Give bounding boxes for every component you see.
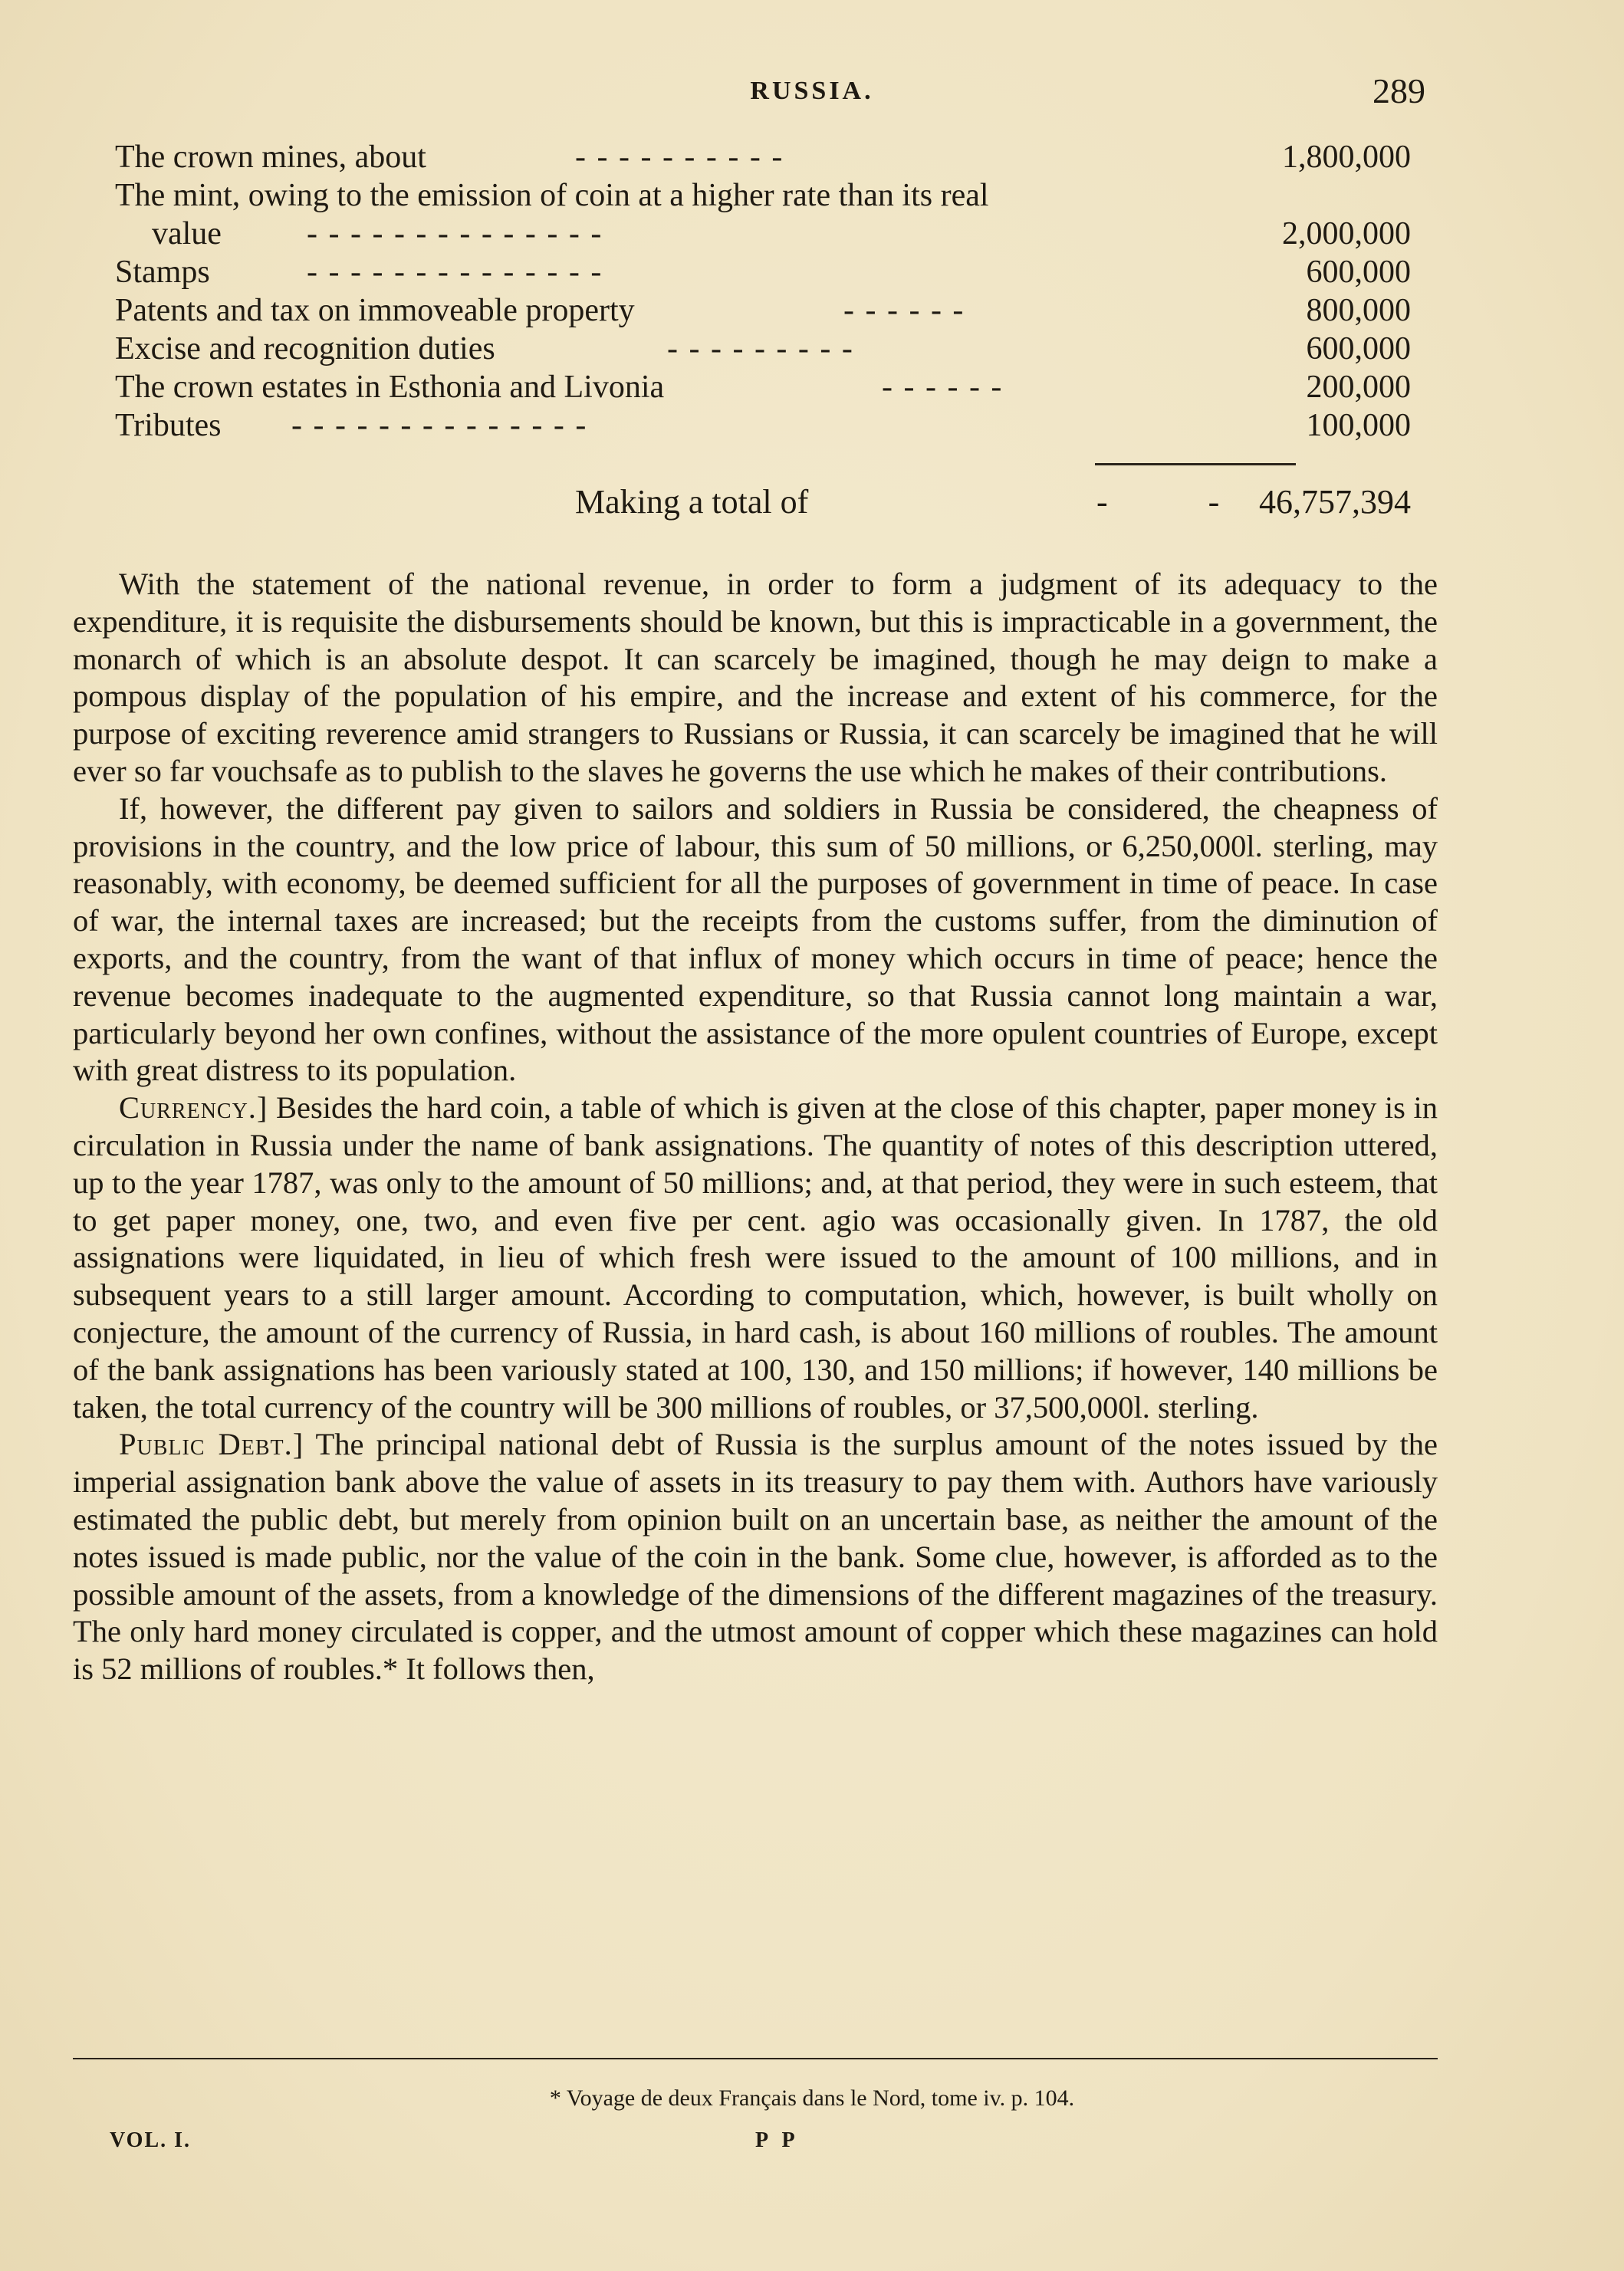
leader-dashes: - - - - - - - - - - <box>575 140 784 175</box>
table-row <box>115 253 1411 291</box>
leader-dashes: - - - - - - <box>843 293 965 328</box>
running-head: RUSSIA. <box>750 77 874 105</box>
table-row <box>115 330 1411 368</box>
paragraph <box>73 1426 1438 1688</box>
signature-mark: P P <box>755 2128 800 2152</box>
leader-dashes: - - - - - - <box>882 370 1004 405</box>
section-heading-currency: Currency.] <box>119 1090 268 1126</box>
table-row <box>115 215 1411 253</box>
table-row <box>115 138 1411 176</box>
row-amount: 1,800,000 <box>1282 140 1411 175</box>
paragraph <box>73 1089 1438 1426</box>
paragraph-text: Besides the hard coin, a table of which is given at the close of this chapter, paper money is in circulation in Russia under the name of bank assignations. The quantity of notes of this description uttered, up to the year 1787, was only to the amount of 50 millions; and, at that period, they were in such esteem, that to get paper money, one, two, and even five per cent. agio was occasionally given. In 1787, the old assignations were liquidated, in lieu of which fresh were issued to the amount of 100 millions, and in subsequent years to a still larger amount. According to computation, which, however, is built wholly on conjecture, the amount of the currency of Russia, in hard cash, is about 160 millions of roubles. The amount of the bank assignations has been variously stated at 100, 130, and 150 millions; if however, 140 millions be taken, the total currency of the country will be 300 millions of roubles, or 37,500,000l. sterling. <box>73 1090 1438 1425</box>
table-row <box>115 406 1411 445</box>
row-label: The crown mines, about <box>115 140 426 175</box>
volume-signature: VOL. I. <box>110 2128 192 2152</box>
total-row <box>115 475 1411 529</box>
row-label: The mint, owing to the emission of coin at a higher rate than its real <box>115 178 989 213</box>
table-row <box>115 291 1411 330</box>
revenue-table <box>115 138 1411 445</box>
leader-dashes: - - - - - - - - - - - - - - <box>307 255 603 290</box>
row-amount: 100,000 <box>1306 408 1411 443</box>
footnote-rule <box>73 2058 1438 2059</box>
footnote: * Voyage de deux Français dans le Nord, tome iv. p. 104. <box>549 2085 1075 2111</box>
leader-dashes: - - <box>1096 483 1266 521</box>
leader-dashes: - - - - - - - - - - - - - - <box>307 216 603 251</box>
leader-dashes: - - - - - - - - - - - - - - <box>291 408 588 443</box>
row-label: value <box>152 216 222 251</box>
table-row <box>115 176 1411 215</box>
row-amount: 2,000,000 <box>1282 216 1411 251</box>
page-number: 289 <box>1373 71 1425 110</box>
total-amount: 46,757,394 <box>1259 483 1411 521</box>
row-label: The crown estates in Esthonia and Livonia <box>115 370 665 405</box>
row-amount: 600,000 <box>1306 255 1411 290</box>
row-label: Patents and tax on immoveable property <box>115 293 635 328</box>
paragraph: If, however, the different pay given to sailors and soldiers in Russia be considered, the cheapness of provisions in the country, and the low price of labour, this sum of 50 millions, or 6,250,000l. sterling, may reasonably, with economy, be deemed sufficient for all the purposes of government in time of peace. In case of war, the internal taxes are increased; but the receipts from the customs suffer, from the diminution of exports, and the country, from the want of that influx of money which occurs in time of peace; hence the revenue becomes inadequate to the augmented expenditure, so that Russia cannot long maintain a war, particularly beyond her own confines, without the assistance of the more opulent countries of Europe, except with great distress to its population. <box>73 790 1438 1088</box>
section-heading-public-debt: Public Debt.] <box>119 1427 304 1462</box>
total-label: Making a total of <box>575 483 809 521</box>
row-label: Excise and recognition duties <box>115 331 495 366</box>
paragraph: With the statement of the national revenue, in order to form a judgment of its adequacy to the expenditure, it is requisite the disbursements should be known, but this is impracticable in a government, the monarch of which is an absolute despot. It can scarcely be imagined, though he may deign to make a pompous display of the population of his empire, and the increase and extent of his commerce, for the purpose of exciting reverence amid strangers to Russians or Russia, it can scarcely be imagined that he will ever so far vouchsafe as to publish to the slaves he governs the use which he makes of their contributions. <box>73 567 1438 788</box>
row-label: Tributes <box>115 408 222 443</box>
row-label: Stamps <box>115 255 210 290</box>
row-amount: 800,000 <box>1306 293 1411 328</box>
sum-rule <box>1095 463 1296 465</box>
paragraph-text: The principal national debt of Russia is the surplus amount of the notes issued by the imperial assignation bank above the value of assets in its treasury to pay them with. Authors have variously estimated the public debt, but merely from opinion built on an uncertain base, as neither the amount of the notes issued is made public, nor the value of the coin in the bank. Some clue, however, is afforded as to the possible amount of the assets, from a knowledge of the dimensions of the different magazines of the treasury. The only hard money circulated is copper, and the utmost amount of copper which these magazines can hold is 52 millions of roubles.* It follows then, <box>73 1427 1438 1687</box>
body-text <box>73 566 1438 1688</box>
row-amount: 200,000 <box>1306 370 1411 405</box>
row-amount: 600,000 <box>1306 331 1411 366</box>
table-row <box>115 368 1411 406</box>
leader-dashes: - - - - - - - - - <box>667 331 854 366</box>
